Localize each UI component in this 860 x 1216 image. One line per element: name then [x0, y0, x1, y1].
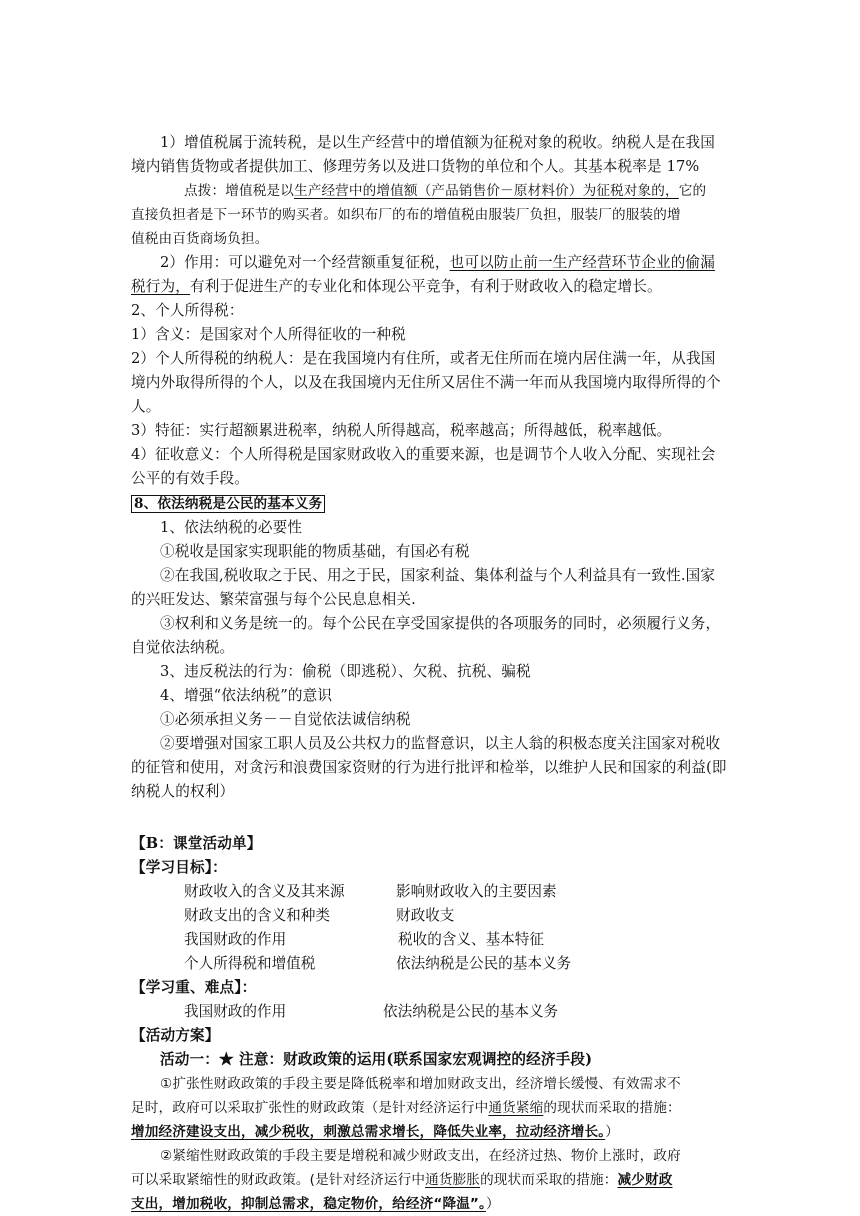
duty-line: 的征管和使用，对贪污和浪费国家资财的行为进行批评和检举，以维护人民和国家的利益(即: [131, 759, 727, 776]
key-point: 依法纳税是公民的基本义务: [383, 1003, 559, 1020]
duty-line: 4、增强“依法纳税”的意识: [160, 687, 333, 704]
duty-line: ①税收是国家实现职能的物质基础，有国必有税: [160, 543, 470, 560]
goal-item: 财政收入的含义及其来源: [184, 883, 345, 900]
plan-label: 【活动方案】: [131, 1027, 220, 1044]
function-prefix: 2）作用：可以避免对一个经营额重复征税，: [160, 254, 450, 271]
income-tax-heading: 2、个人所得税：: [131, 302, 244, 319]
goal-item: 个人所得税和增值税: [184, 955, 316, 972]
exp-measures: 增加经济建设支出，减少税收，刺激总需求增长，降低失业率，拉动经济增长。: [131, 1124, 606, 1140]
income-tax-item: 4）征收意义：个人所得税是国家财政收入的重要来源，也是调节个人收入分配、实现社会: [131, 446, 716, 463]
income-tax-item: 人。: [131, 398, 161, 415]
income-tax-item: 3）特征：实行超额累进税率，纳税人所得越高，税率越高；所得越低，税率越低。: [131, 422, 672, 439]
duty-line: 3、违反税法的行为：偷税（即逃税）、欠税、抗税、骗税: [160, 663, 531, 680]
tip-prefix: 点拨：增值税是以: [184, 183, 294, 199]
duty-line: 1、依法纳税的必要性: [160, 519, 303, 536]
con-mid: 的现状而采取的措施：: [480, 1172, 618, 1188]
goal-item: 我国财政的作用: [184, 931, 287, 948]
exp-end: ）: [605, 1124, 619, 1140]
duty-line: 自觉依法纳税。: [131, 639, 235, 656]
tip-suffix: 它的: [678, 183, 707, 199]
duty-heading: [131, 494, 325, 514]
activity-line: [131, 1194, 500, 1214]
activity-line: ②紧缩性财政政策的手段主要是增税和减少财政支出，在经济过热、物价上涨时，政府: [160, 1148, 681, 1164]
duty-line: ②要增强对国家工职人员及公共权力的监督意识，以主人翁的积极态度关注国家对税收: [160, 735, 721, 752]
income-tax-item: 2）个人所得税的纳税人：是在我国境内有住所，或者无住所而在境内居住满一年，从我国: [131, 350, 716, 367]
income-tax-item: 境内外取得所得的个人，以及在我国境内无住所又居住不满一年而从我国境内取得所得的个: [131, 374, 721, 391]
con-end: ）: [485, 1196, 500, 1212]
duty-line: ②在我国,税收取之于民、用之于民，国家利益、集体利益与个人利益具有一致性.国家: [160, 567, 716, 584]
goal-item: 税收的含义、基本特征: [398, 931, 544, 948]
income-tax-item: 1）含义：是国家对个人所得征收的一种税: [131, 326, 406, 343]
function-underlined: 也可以防止前一生产经营环节企业的偷漏: [449, 254, 715, 271]
con-measures: 支出，增加税收，抑制总需求，稳定物价，给经济“降温”。: [131, 1196, 486, 1212]
activity-line: ①扩张性财政政策的手段主要是降低税率和增加财政支出，经济增长缓慢、有效需求不: [160, 1076, 681, 1092]
income-tax-item: 公平的有效手段。: [131, 470, 249, 487]
vat-tip-line: [184, 181, 706, 201]
con-measures: 减少财政: [617, 1172, 673, 1188]
duty-line: 纳税人的权利）: [131, 783, 235, 800]
duty-line: ③权利和义务是统一的。每个公民在享受国家提供的各项服务的同时，必须履行义务，: [160, 615, 721, 632]
vat-tip-line: 值税由百货商场负担。: [131, 231, 269, 247]
goal-item: 依法纳税是公民的基本义务: [396, 955, 572, 972]
activity-line: [131, 1122, 619, 1142]
activity-line: [131, 1170, 672, 1190]
vat-paragraph-line: 1）增值税属于流转税，是以生产经营中的增值额为征税对象的税收。纳税人是在我国: [160, 134, 715, 151]
exp-underlined: 通货紧缩: [488, 1100, 544, 1116]
duty-line: ①必须承担义务－－自觉依法诚信纳税: [160, 711, 411, 728]
vat-function-line: [131, 277, 662, 297]
exp-prefix: 足时，政府可以采取扩张性的财政政策（是针对经济运行中: [131, 1100, 489, 1116]
con-underlined: 通货膨胀: [425, 1172, 481, 1188]
duty-heading-boxed: 8、依法纳税是公民的基本义务: [131, 495, 325, 513]
tip-underlined: 生产经营中的增值额（产品销售价－原材料价）为征税对象的，: [293, 183, 679, 199]
key-points-label: 【学习重、难点】：: [131, 979, 257, 996]
goal-item: 影响财政收入的主要因素: [396, 883, 557, 900]
key-point: 我国财政的作用: [184, 1003, 287, 1020]
vat-function-line: [160, 253, 715, 273]
goal-item: 财政支出的含义和种类: [184, 907, 330, 924]
goals-label: 【学习目标】：: [131, 859, 227, 876]
vat-tip-line: 直接负担者是下一环节的购买者。如织布厂的布的增值税由服装厂负担，服装厂的服装的增: [131, 207, 681, 223]
function-suffix: 有利于促进生产的专业化和体现公平竞争，有利于财政收入的稳定增长。: [189, 278, 662, 295]
activity-title: 活动一：★ 注意：财政政策的运用(联系国家宏观调控的经济手段): [160, 1051, 593, 1068]
vat-paragraph-line: 境内销售货物或者提供加工、修理劳务以及进口货物的单位和个人。其基本税率是 17%: [131, 158, 700, 175]
function-underlined: 税行为，: [131, 278, 190, 295]
section-b-title: 【B：课堂活动单】: [131, 835, 262, 852]
exp-suffix: 的现状而采取的措施：: [543, 1100, 681, 1116]
activity-line: [131, 1098, 681, 1118]
con-prefix: 可以采取紧缩性的财政政策。(是针对经济运行中: [131, 1172, 426, 1188]
duty-line: 的兴旺发达、繁荣富强与每个公民息息相关.: [131, 591, 416, 608]
goal-item: 财政收支: [396, 907, 455, 924]
